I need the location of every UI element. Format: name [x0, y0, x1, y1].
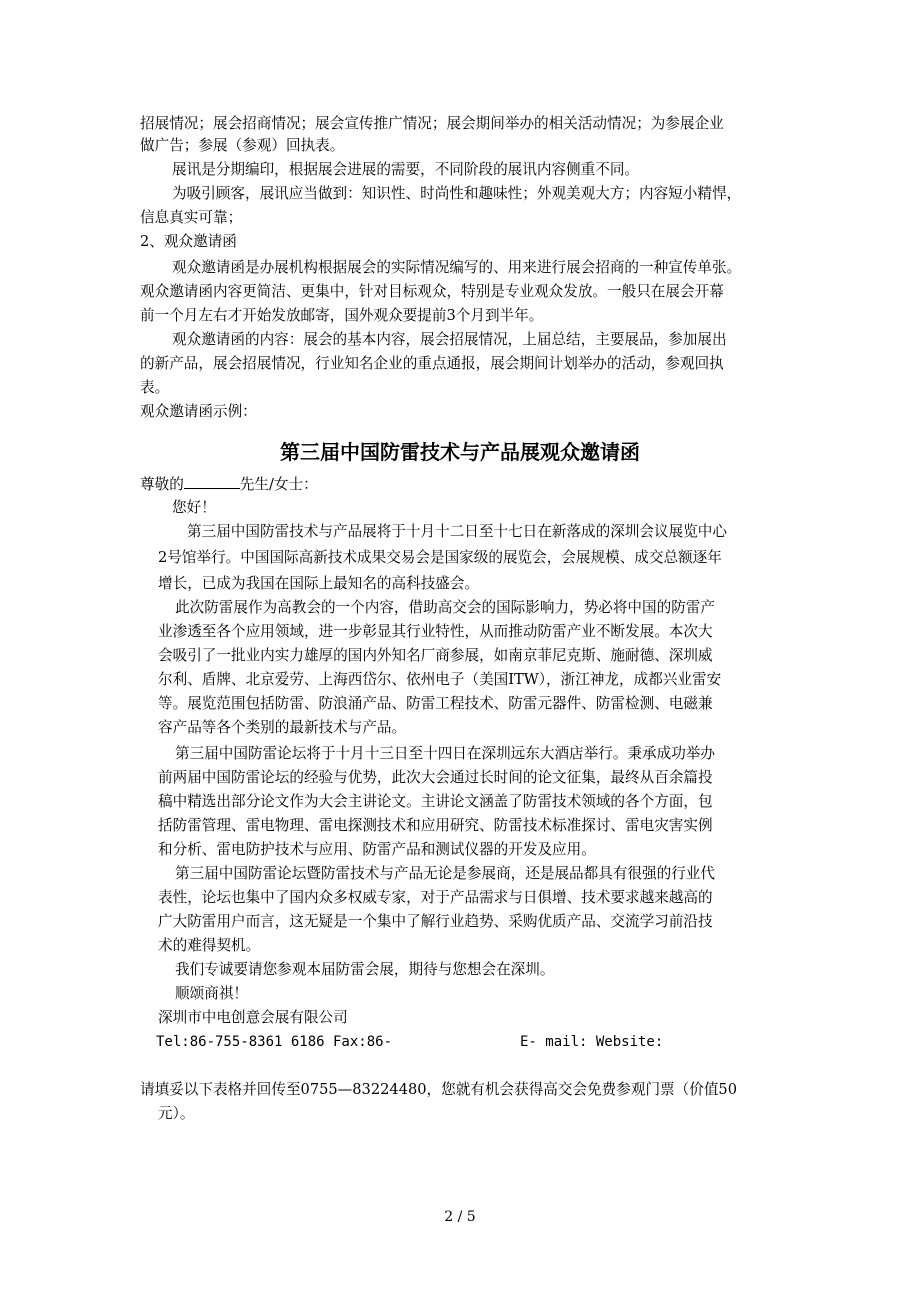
intro-line-1: 招展情况；展会招商情况；展会宣传推广情况；展会期间举办的相关活动情况；为参展企业 — [140, 115, 724, 132]
letter-p4-line-1: 第三届中国防雷论坛暨防雷技术与产品无论是参展商，还是展品都具有很强的行业代 — [175, 865, 715, 882]
section-p1-line-2: 观众邀请函内容更简洁、更集中，针对目标观众，特别是专业观众发放。一般只在展会开幕 — [140, 283, 724, 300]
intro-line-2: 做广告；参展（参观）回执表。 — [140, 137, 345, 154]
letter-p3-line-4: 括防雷管理、雷电物理、雷电探测技术和应用研究、防雷技术标准探讨、雷电灾害实例 — [158, 817, 713, 834]
letter-p2-line-6: 容产品等各个类别的最新技术与产品。 — [158, 719, 407, 736]
letter-p2-line-5: 等。展览范围包括防雷、防浪涌产品、防雷工程技术、防雷元器件、防雷检测、电磁兼 — [158, 695, 713, 712]
letter-p2-line-2: 业渗透至各个应用领域，进一步彰显其行业特性，从而推动防雷产业不断发展。本次大 — [158, 623, 713, 640]
letter-p3-line-1: 第三届中国防雷论坛将于十月十三日至十四日在深圳远东大酒店举行。秉承成功举办 — [175, 745, 715, 762]
reply-line-2: 元）。 — [158, 1105, 195, 1122]
section-p2-line-3: 表。 — [140, 379, 170, 396]
section-heading: 2、观众邀请函 — [140, 233, 237, 250]
letter-title: 第三届中国防雷技术与产品展观众邀请函 — [280, 440, 640, 464]
intro-line-5: 信息真实可靠； — [140, 209, 243, 226]
contact-tel-fax: Tel:86-755-8361 6186 Fax:86- — [156, 1034, 393, 1050]
salutation-suffix: 先生/女士： — [239, 476, 318, 493]
letter-p4-line-2: 表性，论坛也集中了国内众多权威专家，对于产品需求与日俱增、技术要求越来越高的 — [158, 889, 713, 906]
salutation — [140, 474, 318, 495]
letter-closing: 顺颂商祺！ — [175, 985, 248, 1002]
intro-line-4: 为吸引顾客，展讯应当做到：知识性、时尚性和趣味性；外观美观大方；内容短小精悍， — [172, 185, 742, 202]
name-blank — [184, 474, 240, 489]
contact-email-website: E- mail: Website: — [520, 1034, 664, 1050]
letter-p3-line-5: 和分析、雷电防护技术与应用、防雷产品和测试仪器的开发及应用。 — [158, 841, 596, 858]
example-label: 观众邀请函示例： — [140, 403, 257, 420]
company-name: 深圳市中电创意会展有限公司 — [158, 1009, 348, 1026]
greeting: 您好！ — [172, 499, 216, 516]
page-number: 2 / 5 — [444, 1209, 476, 1225]
letter-p2-line-3: 会吸引了一批业内实力雄厚的国内外知名厂商参展，如南京菲尼克斯、施耐德、深圳威 — [158, 647, 713, 664]
letter-p2-line-4: 尔利、盾牌、北京爱劳、上海西岱尔、依州电子（美国ITW），浙江神龙，成都兴业雷安 — [158, 671, 722, 688]
letter-p3-line-2: 前两届中国防雷论坛的经验与优势，此次大会通过长时间的论文征集，最终从百余篇投 — [158, 769, 713, 786]
salutation-prefix: 尊敬的 — [140, 476, 184, 493]
reply-line-1: 请填妥以下表格并回传至0755—83224480，您就有机会获得高交会免费参观门票（价值50 — [140, 1081, 737, 1098]
section-p1-line-1: 观众邀请函是办展机构根据展会的实际情况编写的、用来进行展会招商的一种宣传单张。 — [172, 259, 742, 276]
letter-p4-line-3: 广大防雷用户而言，这无疑是一个集中了解行业趋势、采购优质产品、交流学习前沿技 — [158, 913, 713, 930]
section-p2-line-2: 的新产品，展会招展情况，行业知名企业的重点通报，展会期间计划举办的活动，参观回执 — [140, 355, 724, 372]
intro-line-3: 展讯是分期编印，根据展会进展的需要，不同阶段的展讯内容侧重不同。 — [172, 161, 640, 178]
section-p1-line-3: 前一个月左右才开始发放邮寄，国外观众要提前3个月到半年。 — [140, 307, 544, 324]
letter-p1-line-1: 第三届中国防雷技术与产品展将于十月十二日至十七日在新落成的深圳会议展览中心 — [187, 523, 727, 540]
letter-p1-line-3: 增长，已成为我国在国际上最知名的高科技盛会。 — [158, 575, 480, 592]
letter-p2-line-1: 此次防雷展作为高教会的一个内容，借助高交会的国际影响力，势必将中国的防雷产 — [175, 599, 715, 616]
letter-p3-line-3: 稿中精选出部分论文作为大会主讲论文。主讲论文涵盖了防雷技术领域的各个方面，包 — [158, 793, 713, 810]
letter-p1-line-2: 2号馆举行。中国国际高新技术成果交易会是国家级的展览会，会展规模、成交总额逐年 — [158, 549, 722, 566]
section-p2-line-1: 观众邀请函的内容：展会的基本内容，展会招展情况，上届总结，主要展品，参加展出 — [172, 331, 727, 348]
letter-p5: 我们专诚要请您参观本届防雷会展，期待与您想会在深圳。 — [175, 961, 555, 978]
letter-p4-line-4: 术的难得契机。 — [158, 937, 261, 954]
